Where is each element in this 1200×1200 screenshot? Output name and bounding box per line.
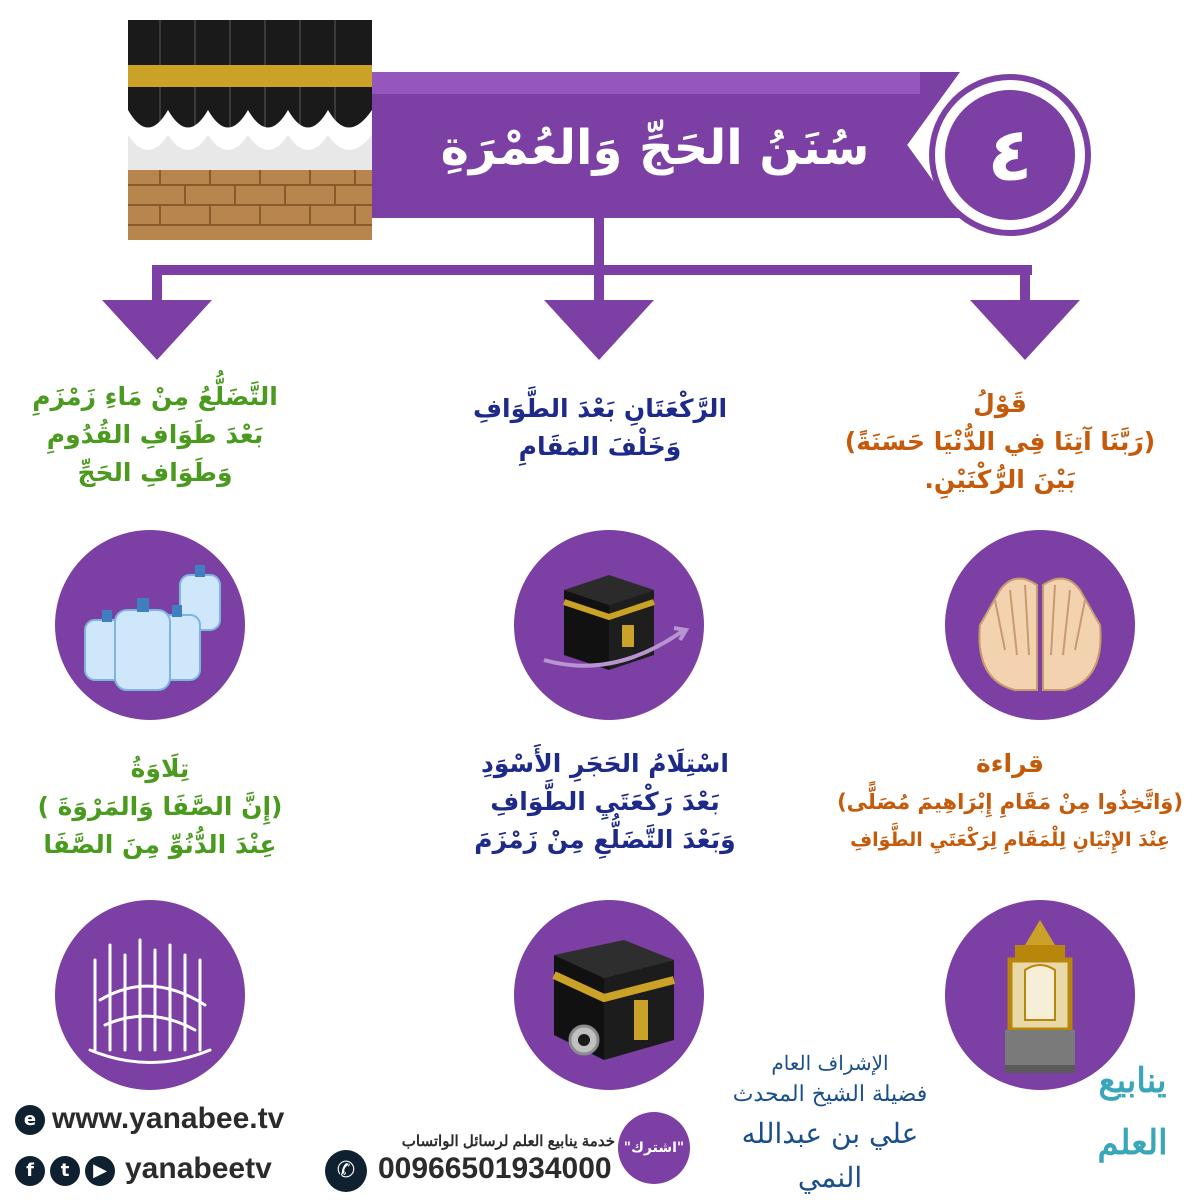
youtube-icon[interactable]: ▶: [85, 1156, 115, 1186]
whatsapp-number[interactable]: 00966501934000: [378, 1152, 612, 1185]
calligraphy-circle: [55, 900, 245, 1090]
arrow-down-icon: [970, 300, 1080, 360]
sunnah-caption-2: [430, 390, 770, 466]
sunnah-caption-5: [440, 745, 770, 859]
caption-line: الرَّكْعَتَانِ بَعْدَ الطَّوَافِ: [472, 394, 728, 423]
black-stone-icon: [514, 900, 704, 1090]
caption-line: قَوْلُ: [973, 389, 1027, 418]
calligraphy-icon: [55, 900, 245, 1090]
caption-line: التَّضَلُّعُ مِنْ مَاءِ زَمْزَمِ: [32, 382, 278, 411]
whatsapp-icon: ✆: [325, 1150, 367, 1192]
praying-hands-circle: [945, 530, 1135, 720]
caption-line: بَعْدَ رَكْعَتَيِ الطَّوَافِ: [490, 787, 720, 816]
social-handle[interactable]: yanabeetv: [125, 1152, 272, 1185]
caption-line: وَخَلْفَ المَقَامِ: [518, 432, 682, 461]
subscribe-label: "اشترك": [623, 1140, 685, 1156]
connector-center-stem: [594, 218, 604, 268]
yanabee-logo: [1070, 1050, 1195, 1190]
website-link[interactable]: www.yanabee.tv: [52, 1102, 285, 1135]
subscribe-badge[interactable]: [618, 1112, 690, 1184]
caption-line: (وَاتَّخِذُوا مِنْ مَقَامِ إِبْرَاهِيمَ مُصَلًّى): [837, 790, 1183, 814]
supervision-title: الإشراف العام: [771, 1051, 889, 1075]
caption-line: وَبَعْدَ التَّضَلُّعِ مِنْ زَمْزَمَ: [474, 825, 736, 854]
sunnah-caption-4: [830, 745, 1190, 859]
section-number-badge: ٤: [935, 80, 1085, 230]
caption-line: اسْتِلَامُ الحَجَرِ الأَسْوَدِ: [481, 749, 729, 778]
water-bottles-circle: [55, 530, 245, 720]
connector-vertical-middle: [594, 265, 604, 305]
kaaba-circle: [514, 530, 704, 720]
caption-line: عِنْدَ الإِتْيَانِ لِلْمَقَامِ لِرَكْعَتَيِ الطَّوَافِ: [850, 829, 1170, 851]
title-banner-highlight: [300, 72, 920, 94]
sunnah-caption-3: [10, 378, 300, 492]
caption-line: وَطَوَافِ الحَجِّ: [77, 458, 233, 487]
arrow-down-icon: [544, 300, 654, 360]
page-title: سُنَنُ الحَجِّ وَالعُمْرَةِ: [440, 120, 870, 176]
caption-line: (رَبَّنَا آتِنَا فِي الدُّنْيَا حَسَنَةً): [844, 427, 1156, 456]
kaaba-header-illustration: [120, 15, 380, 245]
praying-hands-icon: [945, 530, 1135, 720]
supervision-block: [725, 1048, 935, 1200]
arrow-down-icon: [102, 300, 212, 360]
connector-horizontal: [152, 265, 1032, 275]
caption-line: قراءة: [975, 749, 1045, 778]
kaaba-icon: [514, 530, 704, 720]
web-icon: e: [15, 1105, 45, 1135]
twitter-icon[interactable]: t: [50, 1156, 80, 1186]
supervisor-name: علي بن عبدالله النمي: [741, 1117, 919, 1194]
caption-line: عِنْدَ الدُّنُوِّ مِنَ الصَّفَا: [43, 830, 277, 859]
water-bottles-icon: [55, 530, 245, 720]
logo-text: ينابيع العلم: [1097, 1061, 1168, 1163]
sunnah-caption-6: [10, 750, 310, 864]
caption-line: تِلَاوَةُ: [130, 754, 190, 783]
caption-line: بَيْنَ الرُّكْنَيْنِ.: [924, 465, 1076, 494]
whatsapp-service-text: خدمة ينابيع العلم لرسائل الواتساب: [401, 1133, 615, 1150]
facebook-icon[interactable]: f: [15, 1156, 45, 1186]
caption-line: (إِنَّ الصَّفَا وَالمَرْوَةَ ): [37, 792, 283, 821]
supervisor-honorific: فضيلة الشيخ المحدث: [732, 1082, 928, 1107]
black-stone-circle: [514, 900, 704, 1090]
sunnah-caption-1: [820, 385, 1180, 499]
connector-vertical-right: [1020, 265, 1030, 305]
connector-vertical-left: [152, 265, 162, 305]
caption-line: بَعْدَ طَوَافِ القُدُومِ: [46, 420, 264, 449]
